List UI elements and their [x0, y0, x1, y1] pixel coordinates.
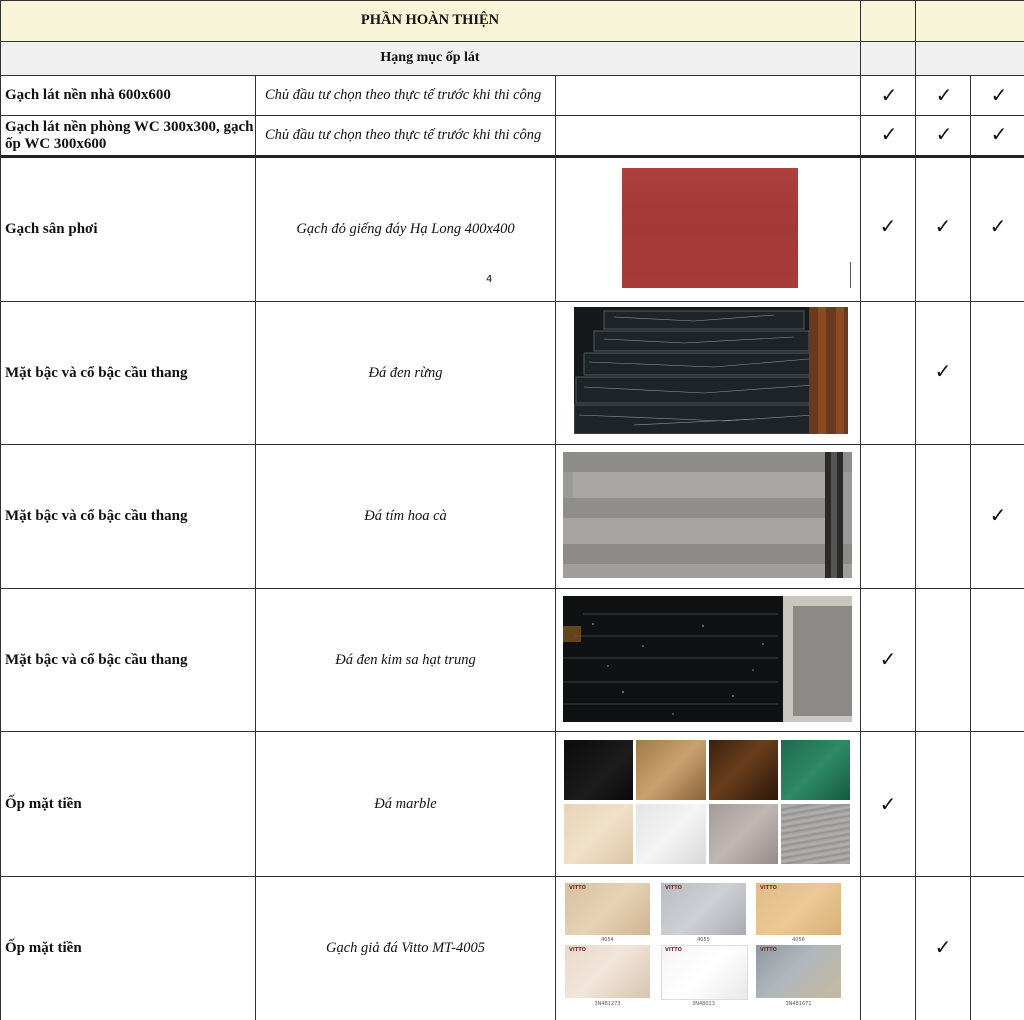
tile-code: 4055: [697, 937, 710, 943]
marble-swatch-beige: [636, 740, 706, 800]
grid-line: [860, 0, 861, 1020]
marble-swatch-grey-vein: [781, 804, 850, 864]
black-sparkle-granite-stairs-image: [563, 596, 852, 722]
check-mark-icon: ✓: [880, 122, 898, 146]
tile-code: 3N481273: [594, 1001, 621, 1007]
grid-line: [555, 75, 556, 1020]
marble-swatch-white: [636, 804, 706, 864]
check-mark-icon: ✓: [879, 792, 897, 816]
check-mark-icon: ✓: [934, 359, 952, 383]
grey-granite-stairs-image: [563, 452, 852, 578]
vitto-logo: VITTO: [569, 885, 586, 891]
check-mark-icon: ✓: [934, 935, 952, 959]
red-tile-image: [622, 168, 798, 288]
vitto-logo: VITTO: [760, 885, 777, 891]
check-mark-icon: ✓: [880, 83, 898, 107]
vitto-logo: VITTO: [665, 947, 682, 953]
tile-code: 4054: [601, 937, 614, 943]
row-description: Đá đen rừng: [368, 364, 443, 381]
row-category: Ốp mặt tiền: [5, 795, 82, 812]
grid-line: [0, 0, 1024, 1]
row-category: Mặt bậc và cổ bậc cầu thang: [5, 651, 188, 668]
row-category: Ốp mặt tiền: [5, 940, 82, 956]
check-mark-icon: ✓: [990, 122, 1008, 146]
row-description: Đá đen kim sa hạt trung: [335, 651, 476, 668]
row-category: Gạch sân phơi: [5, 221, 98, 237]
vitto-tile-3n48013: [661, 945, 748, 1000]
check-mark-icon: ✓: [935, 122, 953, 146]
row-description: Đá marble: [374, 795, 437, 812]
tile-code: 4056: [792, 937, 805, 943]
tile-code: 3N481671: [785, 1001, 812, 1007]
marble-swatch-black: [564, 740, 633, 800]
row-category: Mặt bậc và cổ bậc cầu thang: [5, 508, 188, 524]
row-category: Gạch lát nền nhà 600x600: [5, 87, 171, 103]
page-number: 4: [486, 274, 493, 285]
marble-swatch-cream: [564, 804, 633, 864]
image-edge-mark: [850, 262, 851, 288]
row-category: Gạch lát nền phòng WC 300x300, gạch ốp WC 300x600: [5, 118, 254, 152]
check-mark-icon: ✓: [989, 503, 1007, 527]
marble-swatch-brown: [709, 740, 778, 800]
check-mark-icon: ✓: [989, 214, 1007, 238]
grid-line: [970, 75, 971, 1020]
vitto-logo: VITTO: [569, 947, 586, 953]
grid-line: [0, 41, 1024, 42]
check-mark-icon: ✓: [879, 647, 897, 671]
tile-code: 3N48013: [692, 1001, 715, 1007]
vitto-logo: VITTO: [760, 947, 777, 953]
row-description: Gạch giả đá Vitto MT-4005: [326, 940, 485, 956]
section-title: PHẦN HOÀN THIỆN: [360, 12, 500, 28]
check-mark-icon: ✓: [879, 214, 897, 238]
check-mark-icon: ✓: [935, 83, 953, 107]
row-description: Gạch đỏ giếng đáy Hạ Long 400x400: [296, 221, 515, 237]
marble-swatch-green: [781, 740, 850, 800]
subsection-title: Hạng mục ốp lát: [380, 50, 480, 65]
row-category: Mặt bậc và cổ bậc cầu thang: [5, 364, 188, 381]
check-mark-icon: ✓: [934, 214, 952, 238]
row-description: Đá tím hoa cà: [364, 508, 447, 524]
vitto-logo: VITTO: [665, 885, 682, 891]
check-mark-icon: ✓: [990, 83, 1008, 107]
marble-swatch-mauve: [709, 804, 778, 864]
row-description: Chủ đầu tư chọn theo thực tế trước khi thi công: [265, 127, 542, 143]
black-granite-stairs-image: [574, 307, 848, 434]
row-description: Chủ đầu tư chọn theo thực tế trước khi thi công: [265, 87, 542, 103]
grid-line: [915, 0, 916, 1020]
